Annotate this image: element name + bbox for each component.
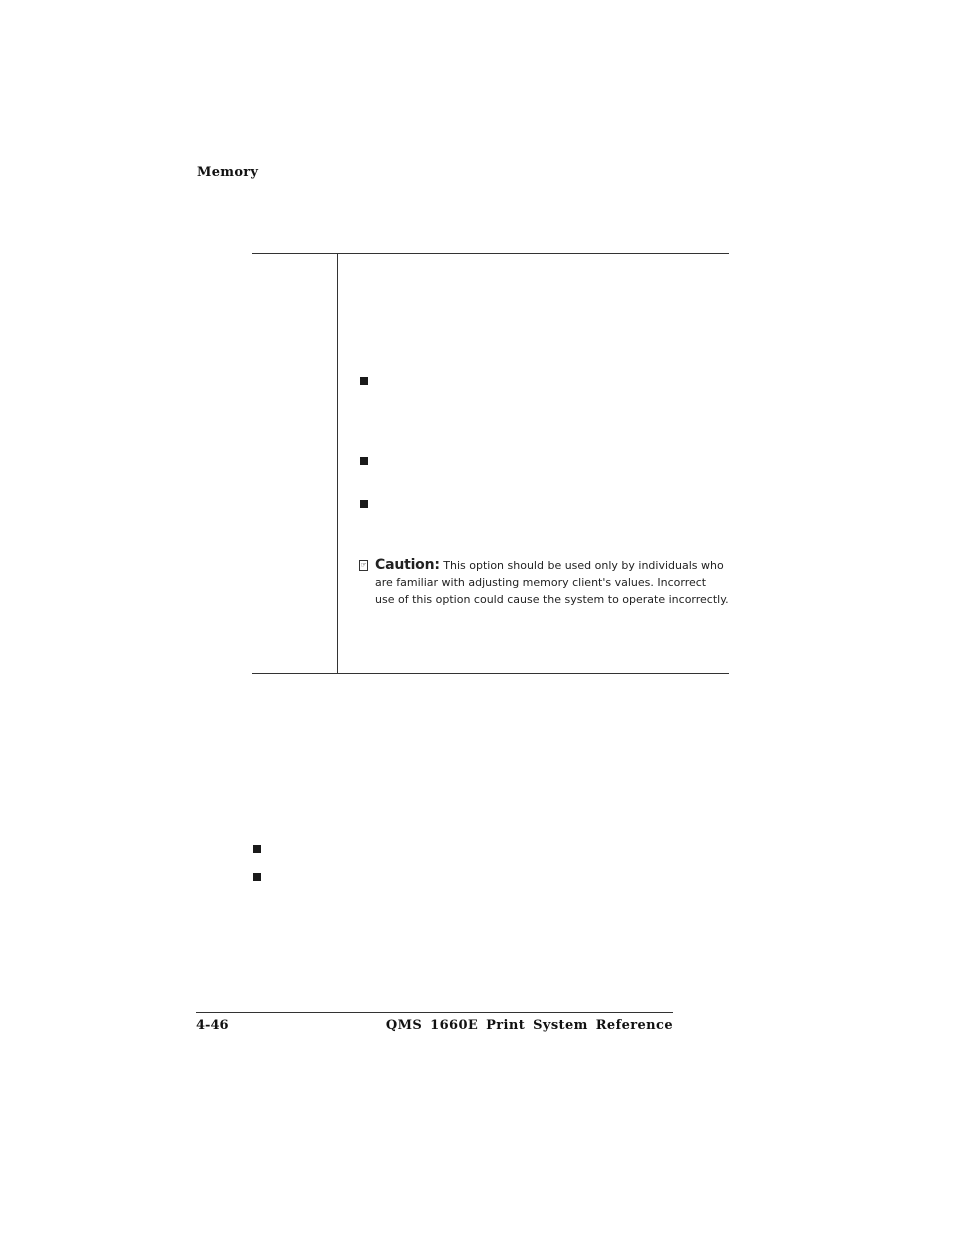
caution-note bbox=[375, 557, 729, 608]
section-title: Memory bbox=[197, 165, 259, 180]
body-bullet-2 bbox=[253, 873, 261, 881]
table-bullet-1 bbox=[360, 377, 368, 385]
caution-hand-icon: ☞ bbox=[360, 561, 367, 569]
table-column-divider bbox=[337, 253, 338, 673]
caution-label: Caution: bbox=[375, 557, 440, 573]
caution-text: This option should be used only by individuals who are familiar with adjusting memory client's values. Incorrect use of this option could cause the system to operate incorrectly. bbox=[375, 559, 729, 606]
footer-page-number: 4-46 bbox=[196, 1018, 229, 1033]
table-bullet-3 bbox=[360, 500, 368, 508]
footer-rule bbox=[196, 1012, 673, 1013]
table-bullet-2 bbox=[360, 457, 368, 465]
option-table bbox=[252, 253, 729, 674]
body-bullet-1 bbox=[253, 845, 261, 853]
footer-document-title: QMS 1660E Print System Reference bbox=[385, 1018, 673, 1033]
